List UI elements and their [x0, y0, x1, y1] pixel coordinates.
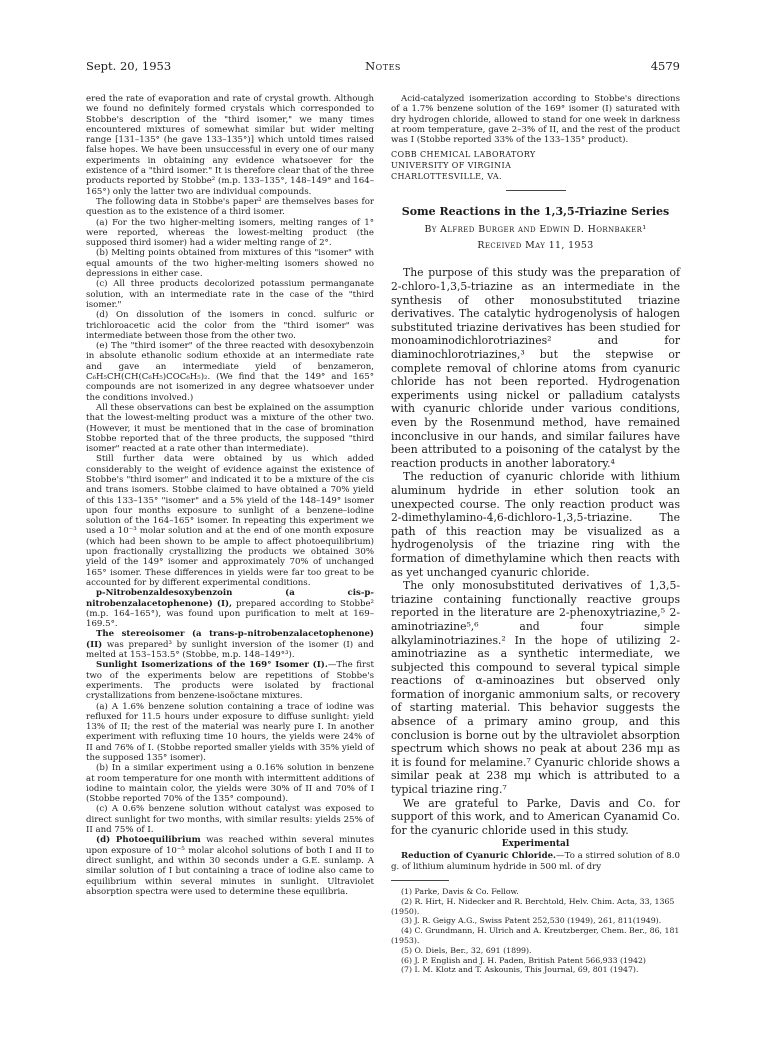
footnote: (7) I. M. Klotz and T. Askounis, This Journal, 69, 801 (1947).: [401, 965, 639, 975]
body-paragraph: Still further data were obtained by us which added considerably to the weight of evidence against the existence of Stobbe's "third isomer" and indicated it to be a mixture of the cis and trans isomers. Stobbe claimed to have obtained a 70% yield of this 133–135° "isomer" and a 5% yield of the 148–149° isomer upon four months exposure to sunlight of a benzene–iodine solution of the 164–165° isomer. In repeating this experiment we used a 10⁻³ molar solution and at the end of one month exposure (which had been shown to be ample to affect photoequilibrium) upon fractionally crystallizing the products we obtained 30% yield of the 149° isomer and approximately 70% of unchanged 165° isomer. These differences in yields were far too great to be accounted for by different experimental conditions.: [86, 454, 374, 588]
right-column: [391, 94, 680, 975]
compound-text: prepared according to Stobbe² (m.p. 164–165°), was found upon purification to melt at 169–169.5°.: [86, 598, 374, 630]
received-date: Received May 11, 1953: [477, 240, 594, 252]
address-line: CHARLOTTESVILLE, VA.: [391, 172, 502, 182]
header-section: Notes: [365, 59, 401, 73]
body-paragraph: (e) The "third isomer" of the three reacted with desoxybenzoin in absolute ethanolic sodium ethoxide at an intermediate rate and gave an intermediate yield of benzameron, C₆H₅CH(CH(C₆H₅)COC₆H₅)₂. (We find that the 149° and 165° compounds are not isomerized in any degree whatsoever under the conditions involved.): [86, 341, 374, 403]
compound-paragraph: [86, 835, 374, 897]
body-paragraph: (c) All three products decolorized potassium permanganate solution, with an intermediate rate in the case of the "third isomer.": [86, 279, 374, 310]
address-line: COBB CHEMICAL LABORATORY: [391, 150, 536, 160]
left-column: [86, 94, 374, 897]
compound-heading: The stereoisomer (a trans-p-nitrobenzalacetophenone) (II): [86, 629, 374, 650]
body-paragraph: The reduction of cyanuric chloride with lithium aluminum hydride in ether solution took an unexpected course. The only reaction product was 2-dimethylamino-4,6-dichloro-1,3,5-triazine. The path of this reaction may be visualized as a hydrogenolysis of the triazine ring with the formation of dimethylamine which then reacts with as yet unchanged cyanuric chloride.: [391, 470, 680, 579]
section-text: was reached within several minutes upon exposure of 10⁻⁵ molar alcohol solutions of both I and II to direct sunlight, and within 30 seconds under a G.E. sunlamp. A similar solution of I but containing a trace of iodine also came to equilibrium within several minutes in sunlight. Ultraviolet absorption spectra were used to determine these equilibria.: [86, 835, 375, 897]
body-paragraph: (b) In a similar experiment using a 0.16% solution in benzene at room temperature for one month with intermittent additions of iodine to maintain color, the yields were 30% of II and 70% of I (Stobbe reported 70% of the 135° compound).: [86, 763, 374, 805]
footnote: (6) J. P. English and J. H. Paden, British Patent 566,933 (1942): [401, 955, 646, 965]
experimental-paragraph: [391, 851, 680, 872]
compound-text: was prepared³ by sunlight inversion of the isomer (I) and melted at 153–153.5° (Stobbe, m.p. 148–149°³).: [86, 639, 374, 661]
header-page-number: 4579: [650, 59, 680, 73]
section-divider: [506, 190, 566, 191]
footnote: (2) R. Hirt, H. Nidecker and R. Berchtold, Helv. Chim. Acta, 33, 1365 (1950).: [391, 896, 675, 916]
compound-paragraph: [86, 629, 374, 660]
body-paragraph: (a) For the two higher-melting isomers, melting ranges of 1° were reported, whereas the lowest-melting product (the supposed third isomer) had a wider melting range of 2°.: [86, 217, 374, 249]
body-paragraph: (a) A 1.6% benzene solution containing a trace of iodine was refluxed for 11.5 hours under exposure to diffuse sunlight: yield 13% of II; the rest of the material was nearly pure I. In another experiment with refluxing time 10 hours, the yields were 24% of II and 76% of I. (Stobbe reported smaller yields with 35% yield of the supposed 135° isomer).: [86, 701, 374, 763]
footnote: (1) Parke, Davis & Co. Fellow.: [401, 887, 519, 897]
body-paragraph: Acid-catalyzed isomerization according to Stobbe's directions of a 1.7% benzene solution of the 169° isomer (I) saturated with dry hydrogen chloride, allowed to stand for one week in darkness at room temperature, gave 2–3% of II, and the rest of the product was I (Stobbe reported 33% of the 133–135° product).: [391, 94, 680, 146]
body-paragraph: The following data in Stobbe's paper² are themselves bases for question as to the existence of a third isomer.: [86, 196, 374, 218]
body-paragraph: The only monosubstituted derivatives of 1,3,5-triazine containing functionally reactive groups reported in the literature are 2-phenoxytriazine,⁵ 2-aminotriazine⁵,⁶ and four simple alkylaminotriazines.² In the hope of utilizing 2-aminotriazine as a synthetic intermediate, we subjected this compound to several typical simple reactions of α-aminoazines but observed only formation of inorganic ammonium salts, or recovery of starting material. This behavior suggests the absence of a primary amino group, and this conclusion is borne out by the ultraviolet absorption spectrum which shows no peak at about 236 mμ as it is found for melamine.⁷ Cyanuric chloride shows a similar peak at 238 mμ which is attributed to a typical triazine ring.⁷: [391, 579, 680, 797]
body-paragraph: (b) Melting points obtained from mixtures of this "isomer" with equal amounts of the two higher-melting isomers showed no depressions in either case.: [86, 248, 374, 280]
section-heading: (d) Photoequilibrium: [96, 835, 201, 846]
body-paragraph: ered the rate of evaporation and rate of crystal growth. Although we found no definitely formed crystals which corresponded to Stobbe's description of the "third isomer," we many times encountered mixtures of somewhat similar but wider melting range [131–135° (he gave 133–135°)] which untold times raised false hopes. We have been unsuccessful in every one of our many experiments in obtaining any evidence whatsoever for the existence of a "third isomer." It is therefore clear that of the three products reported by Stobbe² (m.p. 133–135°, 148–149° and 164–165°) only the latter two are individual compounds.: [86, 94, 374, 197]
address-line: UNIVERSITY OF VIRGINIA: [391, 161, 512, 171]
section-text: —The first two of the experiments below are repetitions of Stobbe's experiments. The products were isolated by fractional crystallizations from benzene-isoöctane mixtures.: [86, 660, 374, 702]
compound-paragraph: [86, 660, 374, 701]
body-paragraph: The purpose of this study was the preparation of 2-chloro-1,3,5-triazine as an intermediate in the synthesis of other monosubstituted triazine derivatives. The catalytic hydrogenolysis of halogen substituted triazine derivatives has been studied for monoaminodichlorotriazines² and for diaminochlorotriazines,³ but the stepwise or complete removal of chlorine atoms from cyanuric chloride has not been reported. Hydrogenation experiments using nickel or palladium catalysts with cyanuric chloride under various conditions, even by the Rosenmund method, have remained inconclusive in our hands, and similar failures have been attributed to a poisoning of the catalyst by the reaction products in another laboratory.⁴: [391, 266, 680, 470]
experimental-heading: Experimental: [501, 839, 570, 850]
experimental-subheading: Reduction of Cyanuric Chloride.: [401, 851, 557, 862]
section-heading: Sunlight Isomerizations of the 169° Isomer (I).: [96, 660, 328, 671]
body-paragraph: We are grateful to Parke, Davis and Co. for support of this work, and to American Cyanamid Co. for the cyanuric chloride used in this study.: [391, 796, 680, 837]
running-header: [86, 58, 680, 74]
footnote: (4) C. Grundmann, H. Ulrich and A. Kreutzberger, Chem. Ber., 86, 181 (1953).: [391, 926, 680, 945]
footnote: (3) J. R. Geigy A.G., Swiss Patent 252,530 (1949), 261, 811(1949).: [401, 916, 662, 926]
address-block: [391, 149, 680, 182]
compound-paragraph: [86, 588, 374, 629]
body-paragraph: (c) A 0.6% benzene solution without catalyst was exposed to direct sunlight for two months, with similar results: yields 25% of II and 75% of I.: [86, 804, 374, 836]
compound-heading: p-Nitrobenzaldesoxybenzoin (a cis-p-nitrobenzalacetophenone) (I),: [86, 588, 374, 609]
header-date: Sept. 20, 1953: [86, 59, 172, 73]
body-paragraph: (d) On dissolution of the isomers in concd. sulfuric or trichloroacetic acid the color from the "third isomer" was intermediate between those from the other two.: [86, 310, 374, 341]
footnote: (5) O. Diels, Ber., 32, 691 (1899).: [401, 945, 532, 955]
article-authors: By Alfred Burger and Edwin D. Hornbaker¹: [424, 224, 647, 236]
article-title: Some Reactions in the 1,3,5-Triazine Series: [401, 205, 670, 219]
body-paragraph: All these observations can best be explained on the assumption that the lowest-melting product was a mixture of the other two. (However, it must be mentioned that in the case of bromination Stobbe reported that of the three products, the supposed "third isomer" reacted at a rate other than intermediate).: [86, 402, 374, 455]
experimental-text: —To a stirred solution of 8.0 g. of lithium aluminum hydride in 500 ml. of dry: [391, 851, 680, 872]
footnote-divider: [391, 880, 449, 881]
